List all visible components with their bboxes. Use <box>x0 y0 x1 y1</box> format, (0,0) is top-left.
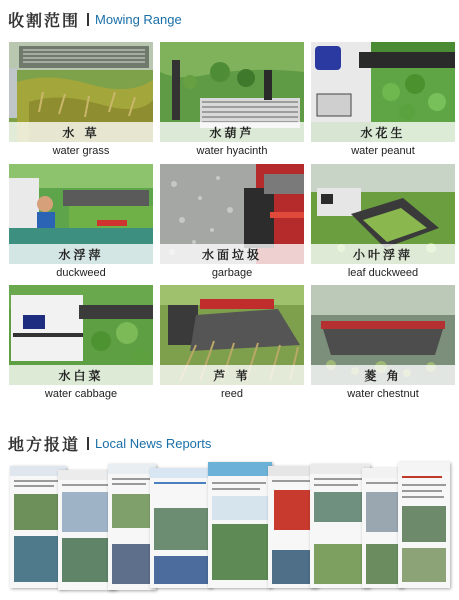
water-grass-photo <box>9 42 153 142</box>
reed-photo <box>160 285 304 385</box>
news-clippings-collage <box>10 462 450 592</box>
duckweed-photo <box>9 164 153 264</box>
duckweed-label-cn: 水浮萍 <box>58 247 104 262</box>
local-news-title-en: Local News Reports <box>95 436 212 451</box>
duckweed-label-en: duckweed <box>56 267 106 279</box>
mowing-range-title-en: Mowing Range <box>95 12 182 27</box>
water-hyacinth-label-en: water hyacinth <box>196 145 268 157</box>
garbage-label-cn: 水面垃圾 <box>201 247 262 262</box>
water-peanut-label-en: water peanut <box>351 145 415 157</box>
title-divider <box>87 437 89 450</box>
water-cabbage-label-cn: 水白菜 <box>58 368 104 383</box>
water-peanut-photo <box>311 42 455 142</box>
water-grass-label-cn: 水 草 <box>62 125 100 140</box>
water-chestnut-label-en: water chestnut <box>347 388 419 400</box>
water-hyacinth-label-cn: 水葫芦 <box>209 125 255 140</box>
title-divider <box>87 13 89 26</box>
water-cabbage-label-en: water cabbage <box>44 388 118 400</box>
leaf-duckweed-label-en: leaf duckweed <box>347 267 419 279</box>
water-chestnut-label-cn: 菱 角 <box>364 368 402 383</box>
leaf-duckweed-label-cn: 小叶浮萍 <box>352 247 413 262</box>
garbage-label-en: garbage <box>211 267 253 279</box>
news-clipping <box>150 468 212 588</box>
news-clipping <box>108 464 156 590</box>
local-news-heading <box>8 432 211 455</box>
news-clipping <box>310 464 370 588</box>
reed-label-en: reed <box>220 388 244 400</box>
local-news-title-cn: 地方报道 <box>8 435 81 454</box>
water-grass-label-en: water grass <box>52 145 110 157</box>
leaf-duckweed-photo <box>311 164 455 264</box>
water-chestnut-photo <box>311 285 455 385</box>
water-peanut-label-cn: 水花生 <box>360 125 406 140</box>
reed-label-cn: 芦 苇 <box>213 368 251 383</box>
water-cabbage-photo <box>9 285 153 385</box>
news-clipping <box>398 462 450 588</box>
water-hyacinth-photo <box>160 42 304 142</box>
news-clipping <box>208 462 272 588</box>
mowing-range-heading <box>8 8 182 31</box>
garbage-photo <box>160 164 304 264</box>
mowing-range-title-cn: 收割范围 <box>8 11 81 30</box>
